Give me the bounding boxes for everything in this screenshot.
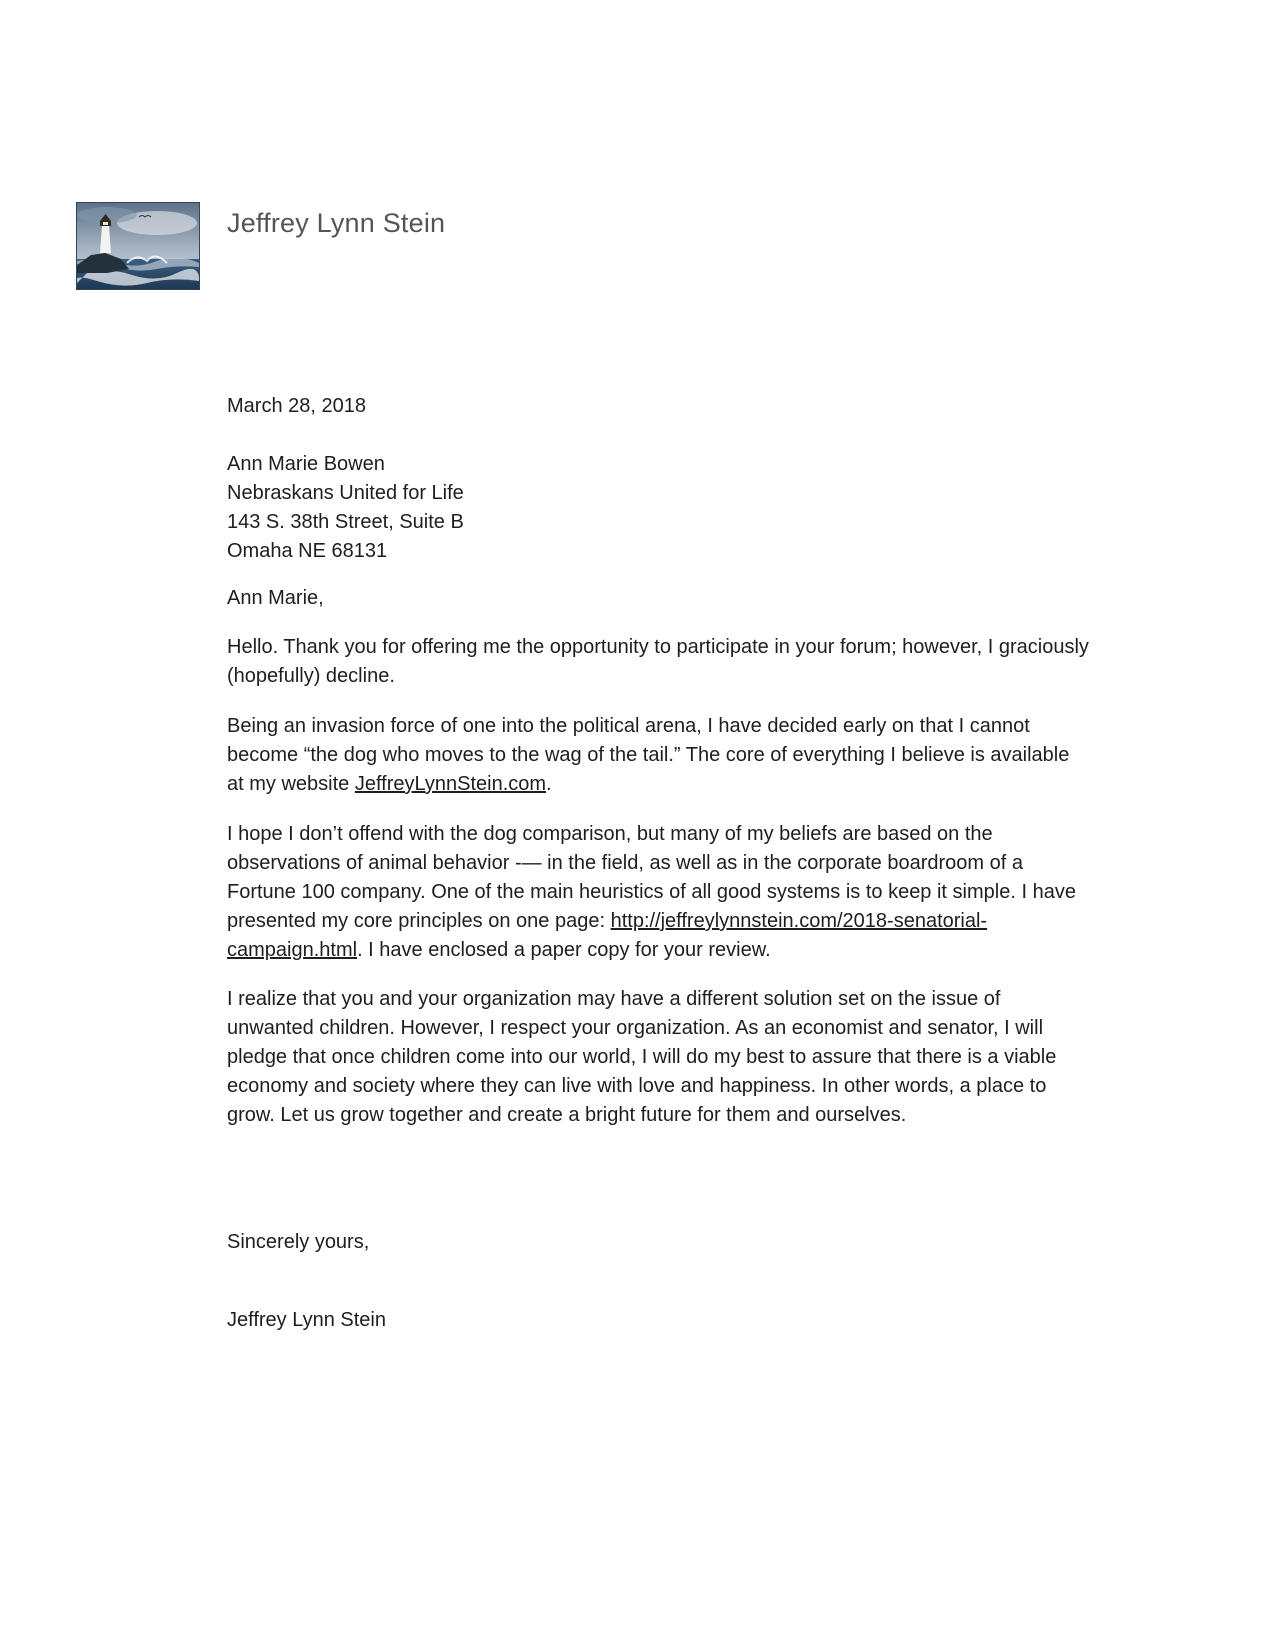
closing: Sincerely yours, — [227, 1231, 370, 1253]
signature-name: Jeffrey Lynn Stein — [227, 1309, 386, 1331]
recipient-street: 143 S. 38th Street, Suite B — [227, 511, 464, 533]
recipient-organization: Nebraskans United for Life — [227, 482, 464, 504]
paragraph-2 — [227, 712, 1089, 799]
campaign-link[interactable]: http://jeffreylynnstein.com/2018-senatorial-campaign.html — [227, 910, 988, 961]
letterhead-name: Jeffrey Lynn Stein — [227, 208, 446, 238]
paragraph-2-text: Being an invasion force of one into the political arena, I have decided early on that I cannot become “the dog who moves to the wag of the tail.” The core of everything I believe is available at my website — [227, 715, 1070, 795]
recipient-name: Ann Marie Bowen — [227, 453, 385, 475]
lighthouse-icon — [76, 202, 200, 290]
recipient-city: Omaha NE 68131 — [227, 540, 388, 562]
paragraph-3-text: I hope I don’t offend with the dog comparison, but many of my beliefs are based on the observations of animal behavior -— in the field, as well as in the corporate boardroom of a Fortune 100 company. One of the main heuristics of all good systems is to keep it simple. I have presented my core principles on one page: — [227, 823, 1076, 932]
paragraph-3 — [227, 820, 1089, 965]
paragraph-4: I realize that you and your organization may have a different solution set on the issue of unwanted children. However, I respect your organization. As an economist and senator, I will pledge that once children come into our world, I will do my best to assure that there is a viable economy and society where they can live with love and happiness. In other words, a place to grow. Let us grow together and create a bright future for them and ourselves. — [227, 988, 1057, 1126]
paragraph-1: Hello. Thank you for offering me the opportunity to participate in your forum; however, I graciously (hopefully) decline. — [227, 636, 1089, 687]
paragraph-3-end: . I have enclosed a paper copy for your review. — [357, 939, 771, 961]
letter-date: March 28, 2018 — [227, 395, 366, 417]
salutation: Ann Marie, — [227, 587, 324, 609]
website-link[interactable]: JeffreyLynnStein.com — [354, 773, 547, 795]
recipient-address — [227, 450, 1089, 566]
paragraph-2-end: . — [546, 773, 552, 795]
